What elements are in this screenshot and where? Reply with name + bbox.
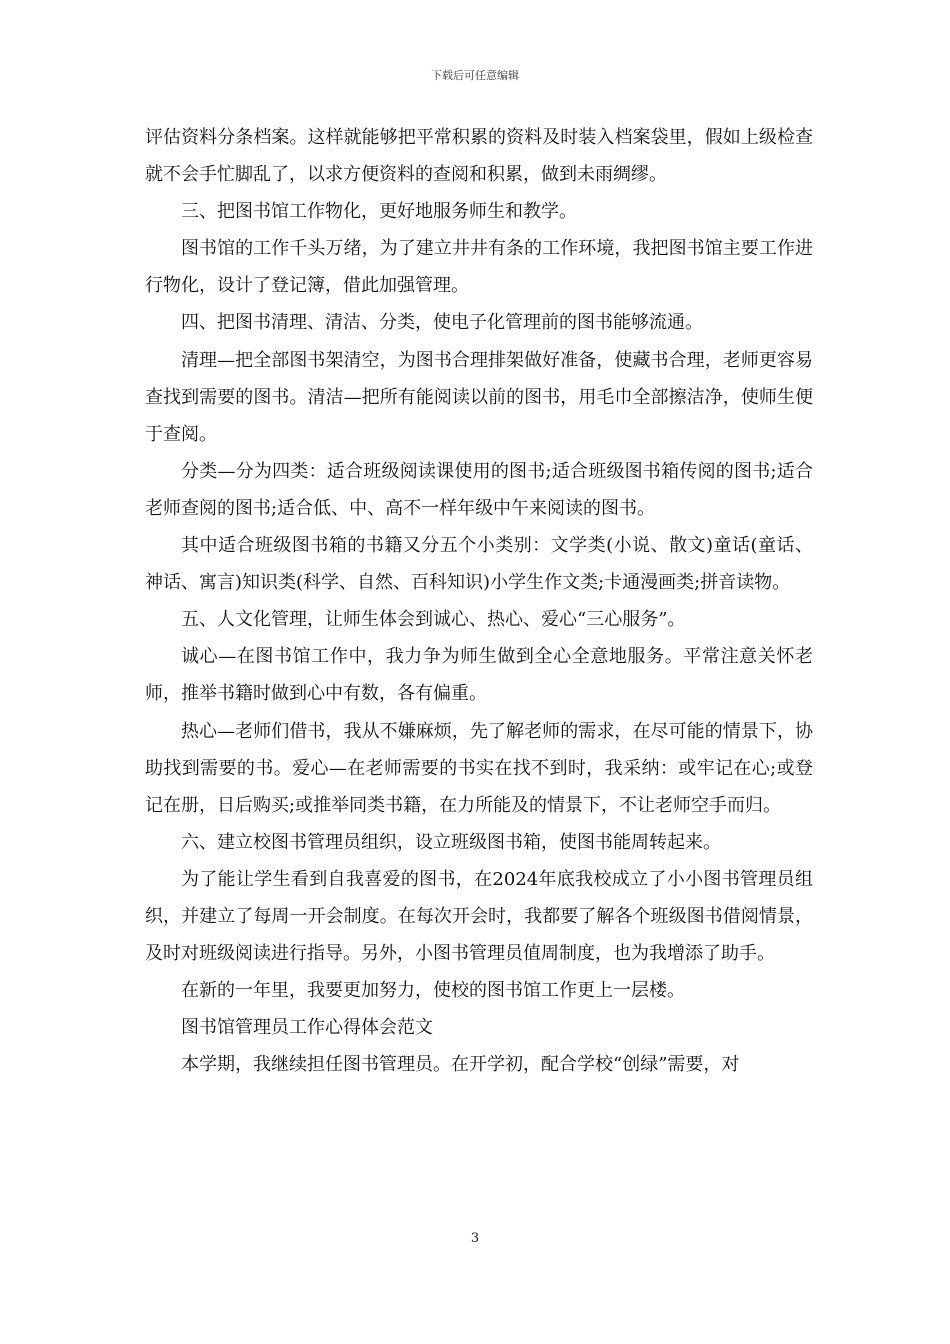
paragraph: 热心—老师们借书，我从不嫌麻烦，先了解老师的需求，在尽可能的情景下，协助找到需要的书。爱心—在老师需要的书实在找不到时，我采纳：或牢记在心;或登记在册，日后购买;或推举同类书籍，在力所能及的情景下，不让老师空手而归。	[145, 720, 813, 816]
paragraph: 图书馆的工作千头万绪，为了建立井井有条的工作环境，我把图书馆主要工作进行物化，设计了登记簿，借此加强管理。	[145, 238, 813, 297]
paragraph: 在新的一年里，我要更加努力，使校的图书馆工作更上一层楼。	[181, 980, 685, 1002]
document-body	[145, 119, 813, 1083]
section-heading-4: 四、把图书清理、清洁、分类，使电子化管理前的图书能够流通。	[181, 312, 703, 334]
article-title: 图书馆管理员工作心得体会范文	[181, 1017, 433, 1039]
paragraph: 本学期，我继续担任图书管理员。在开学初，配合学校“创绿”需要，对	[181, 1054, 740, 1076]
paragraph: 为了能让学生看到自我喜爱的图书，在2024年底我校成立了小小图书管理员组织，并建立了每周一开会制度。在每次开会时，我都要了解各个班级图书借阅情景，及时对班级阅读进行指导。另外，小图书管理员值周制度，也为我增添了助手。	[145, 868, 813, 965]
paragraph: 清理—把全部图书架清空，为图书合理排架做好准备，使藏书合理，老师更容易查找到需要的图书。清洁—把所有能阅读以前的图书，用毛巾全部擦洁净，使师生便于查阅。	[145, 349, 813, 445]
paragraph: 分类—分为四类：适合班级阅读课使用的图书;适合班级图书箱传阅的图书;适合老师查阅的图书;适合低、中、高不一样年级中午来阅读的图书。	[145, 460, 813, 519]
page-header: 下载后可任意编辑	[431, 69, 519, 82]
section-heading-5: 五、人文化管理，让师生体会到诚心、热心、爱心“三心服务”。	[181, 609, 686, 631]
page-number: 3	[470, 1231, 480, 1246]
paragraph: 诚心—在图书馆工作中，我力争为师生做到全心全意地服务。平常注意关怀老师，推举书籍时做到心中有数，各有偏重。	[145, 646, 813, 705]
paragraph-continued: 评估资料分条档案。这样就能够把平常积累的资料及时装入档案袋里，假如上级检查就不会手忙脚乱了，以求方便资料的查阅和积累，做到未雨绸缪。	[145, 127, 813, 186]
paragraph: 其中适合班级图书箱的书籍又分五个小类别：文学类(小说、散文)童话(童话、神话、寓言)知识类(科学、自然、百科知识)小学生作文类;卡通漫画类;拼音读物。	[145, 535, 813, 594]
section-heading-3: 三、把图书馆工作物化，更好地服务师生和教学。	[181, 201, 577, 223]
section-heading-6: 六、建立校图书管理员组织，设立班级图书箱，使图书能周转起来。	[181, 831, 721, 853]
